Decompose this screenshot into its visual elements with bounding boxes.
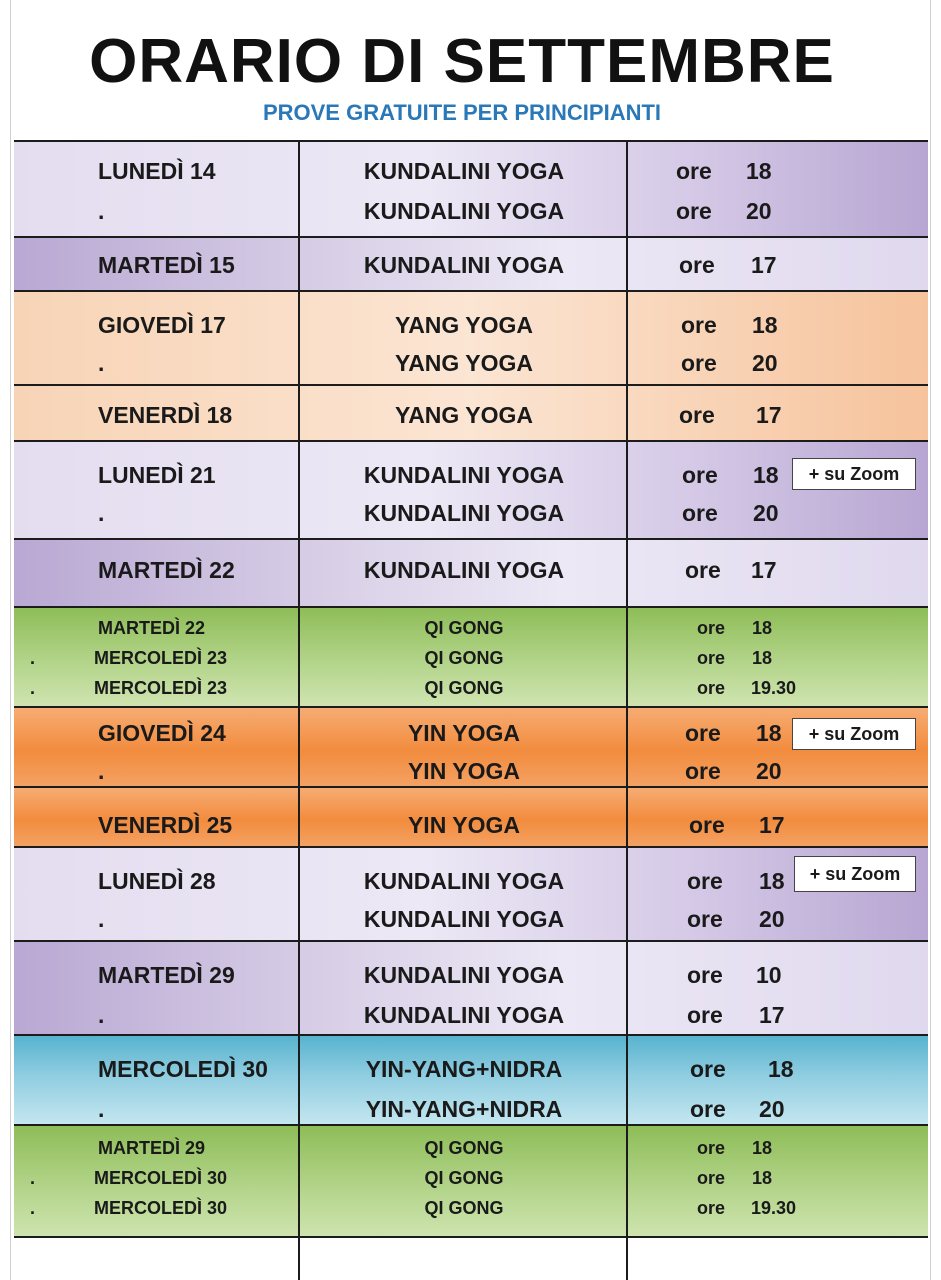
- schedule-row: [14, 706, 928, 786]
- column-divider: [626, 140, 628, 1280]
- row-dot: .: [98, 1096, 105, 1122]
- row-day: MERCOLEDÌ 30: [98, 1056, 268, 1082]
- row-ore-label: ore: [697, 678, 726, 698]
- row-class: YIN YOGA: [407, 758, 521, 784]
- row-day: MARTEDÌ 29: [98, 1138, 206, 1158]
- row-class: QI GONG: [424, 618, 504, 638]
- schedule-row: [14, 786, 928, 846]
- row-class: KUNDALINI YOGA: [363, 906, 565, 932]
- row-ore-label: ore: [697, 618, 726, 638]
- row-class: KUNDALINI YOGA: [363, 198, 565, 224]
- row-time: 10: [756, 962, 782, 988]
- schedule-table: [14, 140, 928, 1280]
- row-class: QI GONG: [424, 1198, 504, 1218]
- row-time: 17: [759, 1002, 785, 1028]
- row-ore-label: ore: [685, 557, 721, 583]
- row-dot: .: [98, 906, 105, 932]
- row-day: VENERDÌ 25: [98, 812, 233, 838]
- row-time: 18: [756, 720, 782, 746]
- row-ore-label: ore: [676, 158, 712, 184]
- row-time: 18: [759, 868, 785, 894]
- row-time: 18: [768, 1056, 794, 1082]
- row-time: 19.30: [751, 678, 797, 698]
- schedule-row: [14, 940, 928, 1034]
- row-dot: .: [98, 758, 105, 784]
- table-bottom-border: [14, 1236, 928, 1238]
- row-day: MARTEDÌ 22: [98, 618, 206, 638]
- row-time: 20: [746, 198, 772, 224]
- row-ore-label: ore: [679, 252, 715, 278]
- row-day: MARTEDÌ 22: [98, 557, 235, 583]
- row-class: KUNDALINI YOGA: [363, 462, 565, 488]
- row-day: LUNEDÌ 28: [98, 868, 216, 894]
- row-class: YIN-YANG+NIDRA: [365, 1056, 563, 1082]
- row-class: QI GONG: [424, 1138, 504, 1158]
- row-class: QI GONG: [424, 678, 504, 698]
- row-class: KUNDALINI YOGA: [363, 557, 565, 583]
- row-day: LUNEDÌ 14: [98, 158, 216, 184]
- row-day: MARTEDÌ 29: [98, 962, 235, 988]
- schedule-row: [14, 606, 928, 706]
- row-class: QI GONG: [424, 648, 504, 668]
- row-class: YANG YOGA: [394, 402, 534, 428]
- row-day: MERCOLEDÌ 23: [94, 678, 228, 698]
- schedule-row: [14, 1034, 928, 1124]
- row-time: 17: [756, 402, 782, 428]
- row-time: 18: [752, 618, 773, 638]
- row-time: 19.30: [751, 1198, 797, 1218]
- row-time: 17: [751, 557, 777, 583]
- row-day: GIOVEDÌ 17: [98, 312, 226, 338]
- schedule-row: [14, 846, 928, 940]
- row-class: YANG YOGA: [394, 312, 534, 338]
- schedule-row: [14, 1124, 928, 1238]
- row-ore-label: ore: [690, 1056, 726, 1082]
- row-day: LUNEDÌ 21: [98, 462, 216, 488]
- row-ore-label: ore: [687, 868, 723, 894]
- schedule-row: [14, 290, 928, 384]
- row-ore-label: ore: [682, 500, 718, 526]
- row-dot: .: [30, 1198, 36, 1218]
- row-ore-label: ore: [687, 962, 723, 988]
- row-class: KUNDALINI YOGA: [363, 868, 565, 894]
- row-class: YIN YOGA: [407, 720, 521, 746]
- row-ore-label: ore: [689, 812, 725, 838]
- row-class: YIN YOGA: [407, 812, 521, 838]
- zoom-badge: + su Zoom: [792, 718, 916, 750]
- row-ore-label: ore: [685, 720, 721, 746]
- row-time: 20: [759, 906, 785, 932]
- row-time: 20: [752, 350, 778, 376]
- row-ore-label: ore: [685, 758, 721, 784]
- row-time: 17: [751, 252, 777, 278]
- row-ore-label: ore: [697, 1138, 726, 1158]
- row-class: KUNDALINI YOGA: [363, 500, 565, 526]
- schedule-row: [14, 140, 928, 236]
- schedule-row: [14, 440, 928, 538]
- schedule-row: [14, 384, 928, 440]
- row-ore-label: ore: [676, 198, 712, 224]
- row-ore-label: ore: [682, 462, 718, 488]
- row-ore-label: ore: [681, 350, 717, 376]
- row-time: 20: [759, 1096, 785, 1122]
- row-class: KUNDALINI YOGA: [363, 962, 565, 988]
- page-border-right: [930, 0, 931, 1280]
- page-border-left: [10, 0, 11, 1280]
- row-ore-label: ore: [697, 1168, 726, 1188]
- row-dot: .: [30, 678, 36, 698]
- row-dot: .: [98, 198, 105, 224]
- row-ore-label: ore: [687, 906, 723, 932]
- row-ore-label: ore: [697, 1198, 726, 1218]
- row-class: KUNDALINI YOGA: [363, 158, 565, 184]
- row-class: KUNDALINI YOGA: [363, 252, 565, 278]
- row-ore-label: ore: [690, 1096, 726, 1122]
- zoom-badge: + su Zoom: [792, 458, 916, 490]
- row-time: 18: [746, 158, 772, 184]
- page-subtitle: PROVE GRATUITE PER PRINCIPIANTI: [262, 100, 662, 125]
- row-ore-label: ore: [679, 402, 715, 428]
- row-day: MERCOLEDÌ 30: [94, 1198, 228, 1218]
- column-divider: [298, 140, 300, 1280]
- row-dot: .: [30, 1168, 36, 1188]
- row-dot: .: [98, 350, 105, 376]
- row-class: YIN-YANG+NIDRA: [365, 1096, 563, 1122]
- row-time: 18: [753, 462, 779, 488]
- row-dot: .: [98, 1002, 105, 1028]
- row-dot: .: [98, 500, 105, 526]
- row-class: KUNDALINI YOGA: [363, 1002, 565, 1028]
- schedule-row: [14, 236, 928, 290]
- row-time: 18: [752, 1138, 773, 1158]
- row-day: GIOVEDÌ 24: [98, 720, 226, 746]
- row-time: 17: [759, 812, 785, 838]
- row-ore-label: ore: [697, 648, 726, 668]
- row-class: YANG YOGA: [394, 350, 534, 376]
- row-time: 20: [756, 758, 782, 784]
- row-time: 18: [752, 648, 773, 668]
- row-dot: .: [30, 648, 36, 668]
- row-ore-label: ore: [681, 312, 717, 338]
- row-time: 18: [752, 1168, 773, 1188]
- row-time: 18: [752, 312, 778, 338]
- zoom-badge: + su Zoom: [794, 856, 916, 892]
- page-title: ORARIO DI SETTEMBRE: [89, 27, 835, 96]
- row-day: VENERDÌ 18: [98, 402, 233, 428]
- row-day: MERCOLEDÌ 23: [94, 648, 228, 668]
- row-day: MERCOLEDÌ 30: [94, 1168, 228, 1188]
- row-time: 20: [753, 500, 779, 526]
- row-class: QI GONG: [424, 1168, 504, 1188]
- schedule-row: [14, 538, 928, 606]
- row-ore-label: ore: [687, 1002, 723, 1028]
- row-day: MARTEDÌ 15: [98, 252, 235, 278]
